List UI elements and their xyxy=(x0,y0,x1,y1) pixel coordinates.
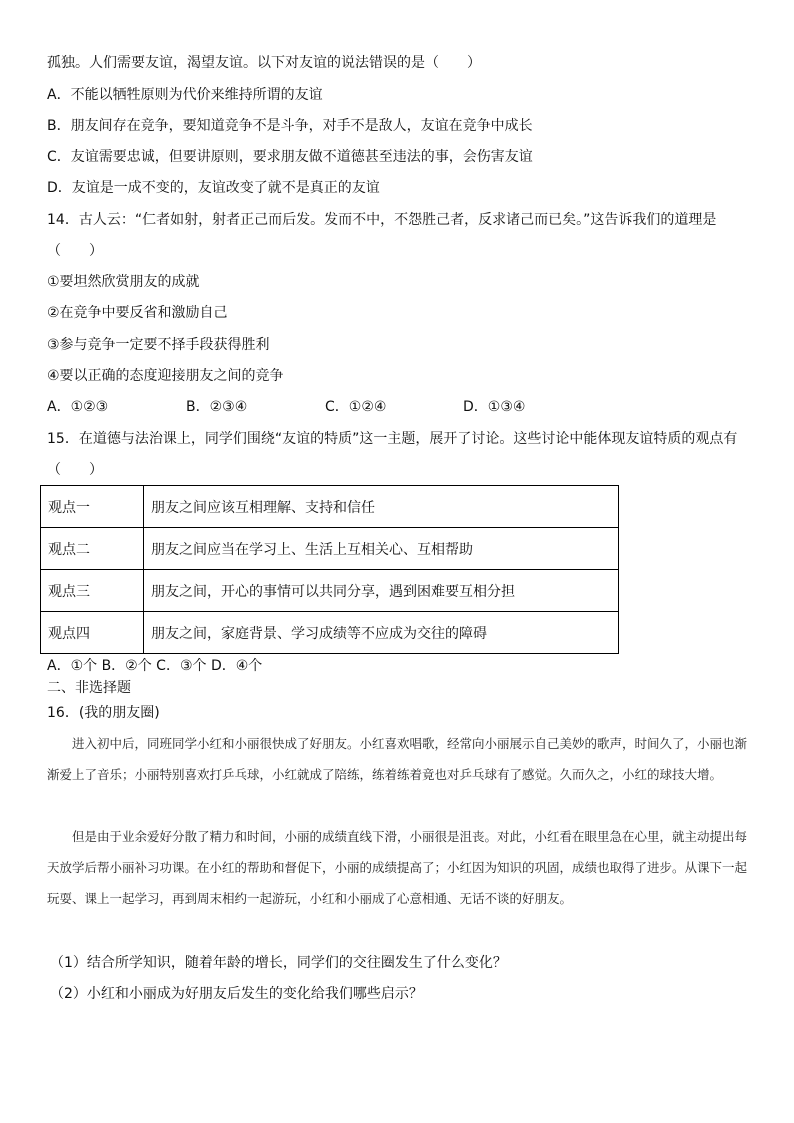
q13-option-c: C．友谊需要忠诚，但要讲原则，要求朋友做不道德甚至违法的事，会伤害友谊 xyxy=(47,149,533,165)
q14-item-4: ④要以正确的态度迎接朋友之间的竞争 xyxy=(47,368,284,384)
table-row xyxy=(41,486,619,528)
q13-option-d: D．友谊是一成不变的，友谊改变了就不是真正的友谊 xyxy=(47,180,380,196)
q14-choice-c: C．①②④ xyxy=(325,399,387,415)
q13-option-a: A．不能以牺牲原则为代价来维持所谓的友谊 xyxy=(47,87,323,103)
q16-paragraph-1: 进入初中后，同班同学小红和小丽很快成了好朋友。小红喜欢唱歌，经常向小丽展示自己美妙的歌声，时间久了，小丽也渐渐爱上了音乐；小丽特别喜欢打乒乓球，小红就成了陪练，练着练着竟也对乒乓球有了感觉。久而久之，小红的球技大增。 xyxy=(47,736,748,782)
viewpoint-label: 观点二 xyxy=(41,528,144,570)
q16-subquestion-2: （2）小红和小丽成为好朋友后发生的变化给我们哪些启示？ xyxy=(50,986,423,1002)
q15-choices: A．①个 B．②个 C．③个 D．④个 xyxy=(47,658,263,674)
q14-blank: （ ） xyxy=(47,243,103,259)
viewpoint-text: 朋友之间应当在学习上、生活上互相关心、互相帮助 xyxy=(144,528,619,570)
q16-subquestion-1: （1）结合所学知识，随着年龄的增长，同学们的交往圈发生了什么变化？ xyxy=(50,955,507,971)
q14-stem: 14．古人云：“仁者如射，射者正己而后发。发而不中，不怨胜己者，反求诸己而已矣。”这告诉我们的道理是 xyxy=(47,212,717,228)
viewpoint-label: 观点四 xyxy=(41,612,144,654)
q13-stem: 孤独。人们需要友谊，渴望友谊。以下对友谊的说法错误的是（ ） xyxy=(47,55,481,71)
q14-choice-d: D．①③④ xyxy=(463,399,526,415)
q14-choice-a: A．①②③ xyxy=(47,399,109,415)
q14-choice-b: B．②③④ xyxy=(186,399,248,415)
viewpoint-label: 观点一 xyxy=(41,486,144,528)
viewpoint-text: 朋友之间应该互相理解、支持和信任 xyxy=(144,486,619,528)
table-row xyxy=(41,570,619,612)
q14-item-3: ③参与竞争一定要不择手段获得胜利 xyxy=(47,337,270,353)
table-row xyxy=(41,612,619,654)
section-heading: 二、非选择题 xyxy=(47,680,131,696)
viewpoint-text: 朋友之间，家庭背景、学习成绩等不应成为交往的障碍 xyxy=(144,612,619,654)
viewpoint-label: 观点三 xyxy=(41,570,144,612)
viewpoint-text: 朋友之间，开心的事情可以共同分享，遇到困难要互相分担 xyxy=(144,570,619,612)
table-row xyxy=(41,528,619,570)
q13-option-b: B．朋友间存在竞争，要知道竞争不是斗争，对手不是敌人，友谊在竞争中成长 xyxy=(47,118,533,134)
q16-title: 16．(我的朋友圈) xyxy=(47,705,160,721)
q14-item-1: ①要坦然欣赏朋友的成就 xyxy=(47,274,200,290)
q16-paragraph-2: 但是由于业余爱好分散了精力和时间，小丽的成绩直线下滑，小丽很是沮丧。对此，小红看在眼里急在心里，就主动提出每天放学后帮小丽补习功课。在小红的帮助和督促下，小丽的成绩提高了；小红因为知识的巩固，成绩也取得了进步。从课下一起玩耍、课上一起学习，再到周末相约一起游玩，小红和小丽成了心意相通、无话不谈的好朋友。 xyxy=(47,829,748,906)
q15-stem: 15．在道德与法治课上，同学们围绕“友谊的特质”这一主题，展开了讨论。这些讨论中能体现友谊特质的观点有 xyxy=(47,431,738,447)
q15-viewpoints-table xyxy=(40,485,619,654)
q15-blank: （ ） xyxy=(47,462,103,478)
q14-item-2: ②在竞争中要反省和激励自己 xyxy=(47,305,228,321)
